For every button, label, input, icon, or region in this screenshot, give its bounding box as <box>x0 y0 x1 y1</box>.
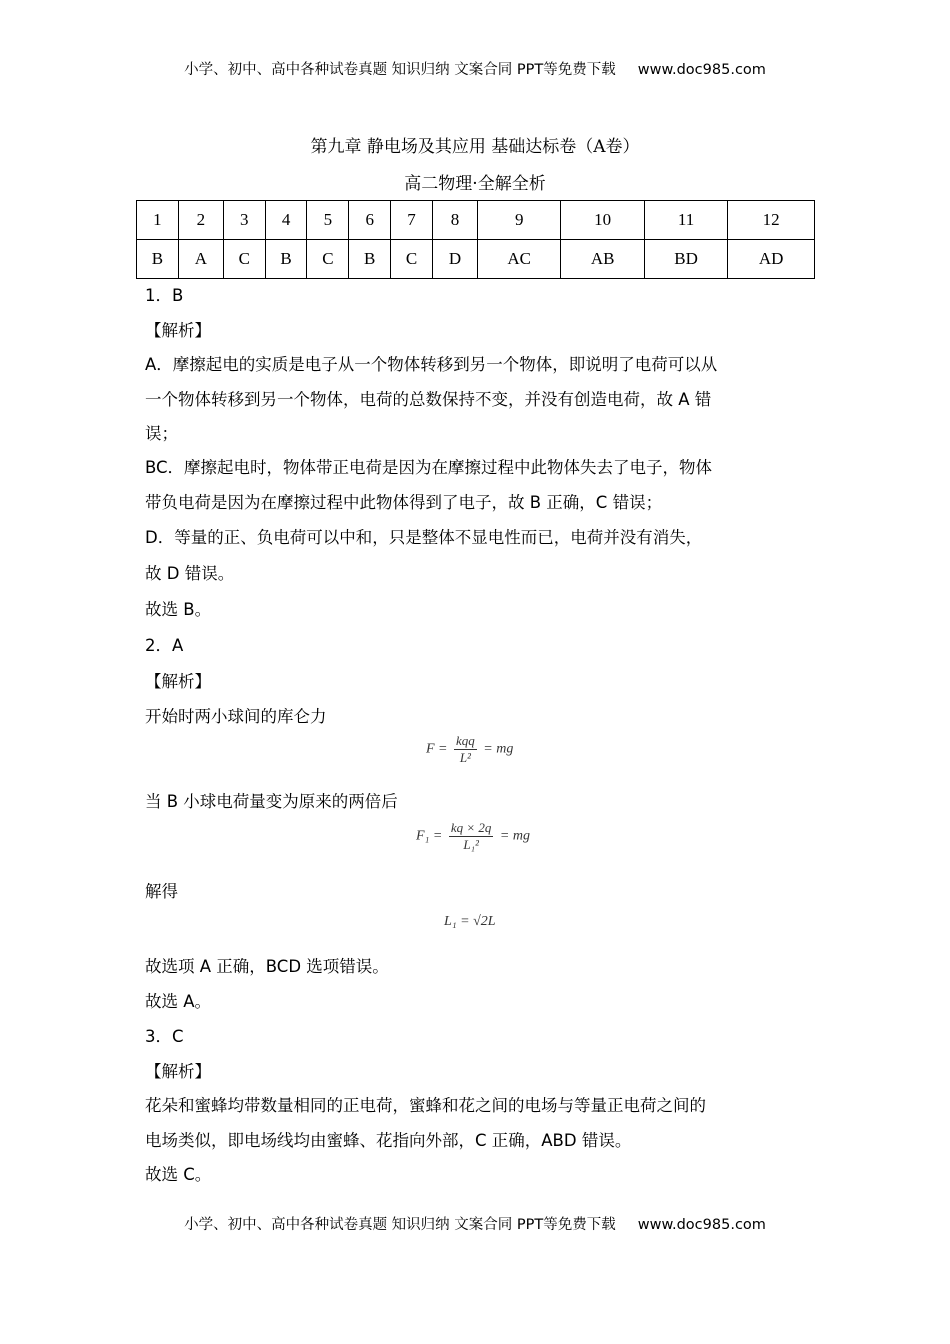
table-cell: C <box>223 240 265 279</box>
document-title: 第九章 静电场及其应用 基础达标卷（A卷） <box>310 137 640 157</box>
q1-heading: 1．B <box>145 286 184 305</box>
table-cell: 10 <box>561 201 644 240</box>
table-row-numbers <box>137 201 815 240</box>
fraction-denominator: L₁² <box>463 837 479 852</box>
table-cell: 7 <box>391 201 433 240</box>
formula-lhs: F₁ = <box>416 828 443 844</box>
table-cell: AD <box>728 240 815 279</box>
formula-coulomb-initial <box>426 733 513 766</box>
header-text: 小学、初中、高中各种试卷真题 知识归纳 文案合同 PPT等免费下载 <box>184 62 616 78</box>
table-cell: AB <box>561 240 644 279</box>
fraction-denominator: L² <box>459 750 471 765</box>
q3-text-line: 电场类似，即电场线均由蜜蜂、花指向外部，C 正确，ABD 错误。 <box>145 1131 632 1150</box>
q1-text-line: A．摩擦起电的实质是电子从一个物体转移到另一个物体，即说明了电荷可以从 <box>145 355 718 374</box>
q3-conclusion: 故选 C。 <box>145 1165 212 1184</box>
q2-text-line: 故选项 A 正确，BCD 选项错误。 <box>145 957 389 976</box>
table-cell: C <box>391 240 433 279</box>
footer-url[interactable]: www.doc985.com <box>637 1217 766 1233</box>
formula-rhs: = mg <box>483 741 514 757</box>
q1-text-line: BC．摩擦起电时，物体带正电荷是因为在摩擦过程中此物体失去了电子，物体 <box>145 458 713 477</box>
q1-conclusion: 故选 B。 <box>145 600 212 619</box>
q1-text-line: 带负电荷是因为在摩擦过程中此物体得到了电子，故 B 正确，C 错误； <box>145 493 663 512</box>
table-cell: BD <box>644 240 727 279</box>
table-cell: 6 <box>349 201 391 240</box>
table-cell: 3 <box>223 201 265 240</box>
q2-analysis-label: 【解析】 <box>145 672 211 691</box>
table-cell: B <box>265 240 307 279</box>
page-header <box>0 58 950 79</box>
table-cell: 9 <box>477 201 560 240</box>
fraction <box>454 733 477 766</box>
fraction-numerator: kq × 2q <box>450 820 492 835</box>
q1-text-line: D．等量的正、负电荷可以中和，只是整体不显电性而已，电荷并没有消失， <box>145 528 703 547</box>
fraction <box>449 820 494 853</box>
table-cell: D <box>432 240 477 279</box>
q2-text-line: 当 B 小球电荷量变为原来的两倍后 <box>145 792 398 811</box>
table-cell: B <box>349 240 391 279</box>
formula-lhs: F = <box>426 741 448 757</box>
formula-coulomb-doubled <box>416 820 530 853</box>
q3-text-line: 花朵和蜜蜂均带数量相同的正电荷，蜜蜂和花之间的电场与等量正电荷之间的 <box>145 1096 706 1115</box>
q2-conclusion: 故选 A。 <box>145 992 212 1011</box>
table-row-answers <box>137 240 815 279</box>
formula-rhs: = mg <box>499 828 530 844</box>
table-cell: 4 <box>265 201 307 240</box>
table-cell: 5 <box>307 201 349 240</box>
q2-heading: 2．A <box>145 636 184 655</box>
table-cell: 8 <box>432 201 477 240</box>
table-cell: 2 <box>178 201 223 240</box>
fraction-numerator: kqq <box>456 733 475 748</box>
q1-text-line: 故 D 错误。 <box>145 564 235 583</box>
formula-result: L₁ = √2L <box>444 914 496 929</box>
table-cell: A <box>178 240 223 279</box>
q3-analysis-label: 【解析】 <box>145 1062 211 1081</box>
q1-text-line: 误； <box>145 424 178 443</box>
header-url[interactable]: www.doc985.com <box>637 62 766 78</box>
table-cell: C <box>307 240 349 279</box>
document-subtitle: 高二物理·全解全析 <box>404 174 546 194</box>
table-cell: B <box>137 240 179 279</box>
table-cell: 11 <box>644 201 727 240</box>
q2-text-line: 解得 <box>145 882 178 901</box>
q3-heading: 3．C <box>145 1027 184 1046</box>
q1-analysis-label: 【解析】 <box>145 321 211 340</box>
table-cell: 1 <box>137 201 179 240</box>
page-footer <box>0 1213 950 1234</box>
table-cell: 12 <box>728 201 815 240</box>
q1-text-line: 一个物体转移到另一个物体，电荷的总数保持不变，并没有创造电荷，故 A 错 <box>145 390 712 409</box>
q2-text-line: 开始时两小球间的库仑力 <box>145 707 327 726</box>
footer-text: 小学、初中、高中各种试卷真题 知识归纳 文案合同 PPT等免费下载 <box>184 1217 616 1233</box>
answer-table <box>136 200 815 279</box>
table-cell: AC <box>477 240 560 279</box>
